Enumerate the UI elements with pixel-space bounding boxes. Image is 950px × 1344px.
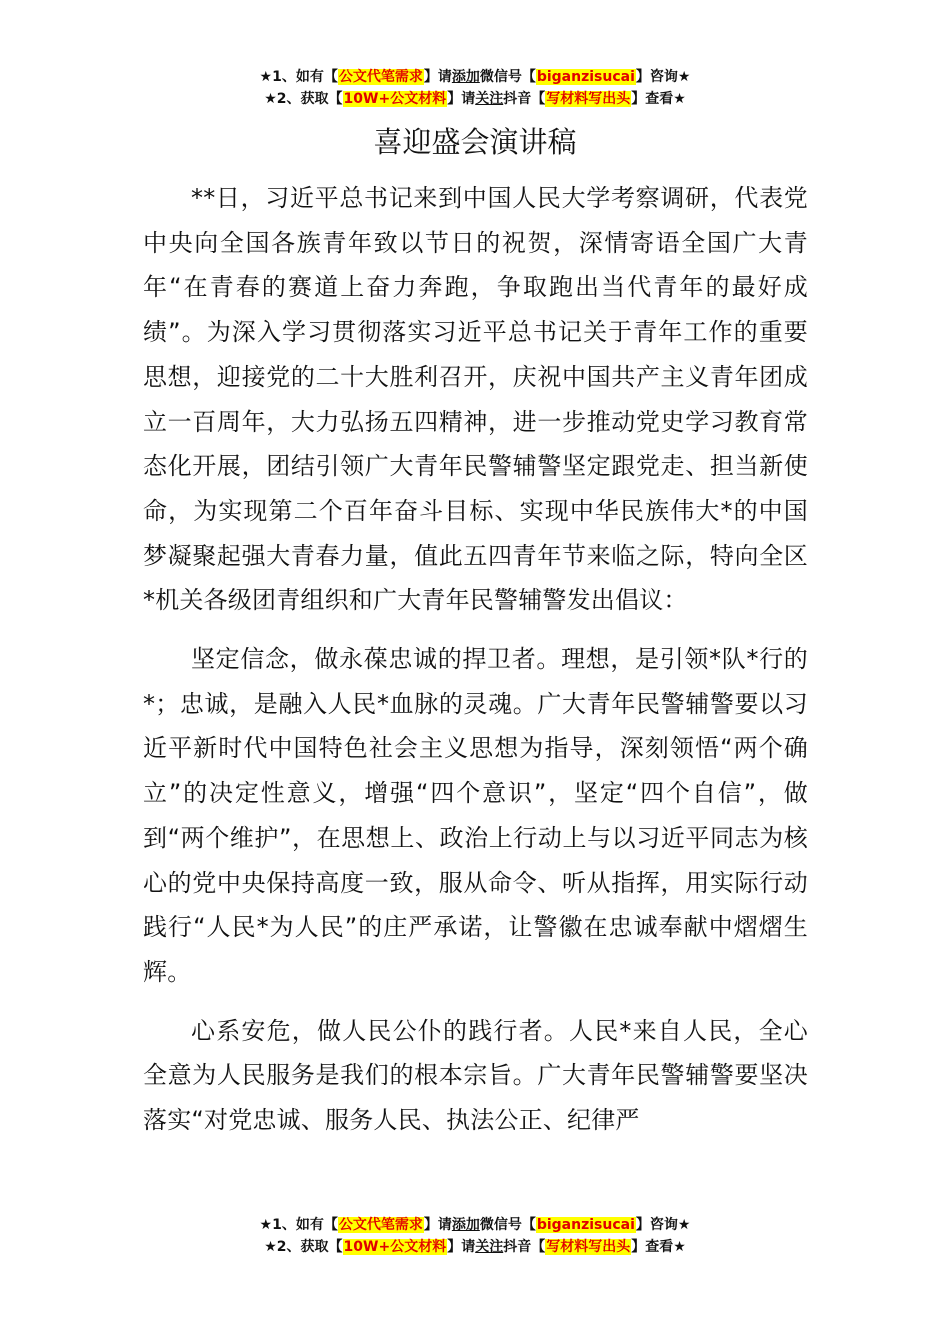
- promo-text: 】请: [423, 69, 452, 85]
- promo-wechat-id: biganzisucai: [536, 1217, 635, 1233]
- promo-text: 1、如有【: [272, 1217, 338, 1233]
- paragraph-intro: **日，习近平总书记来到中国人民大学考察调研，代表党中央向全国各族青年致以节日的祝贺，深情寄语全国广大青年“在青春的赛道上奋力奔跑，争取跑出当代青年的最好成绩”。为深入学习贯彻落实习近平总书记关于青年工作的重要思想，迎接党的二十大胜利召开，庆祝中国共产主义青年团成立一百周年，大力弘扬五四精神，进一步推动党史学习教育常态化开展，团结引领广大青年民警辅警坚定跟党走、担当新使命，为实现第二个百年奋斗目标、实现中华民族伟大*的中国梦凝聚起强大青春力量，值此五四青年节来临之际，特向全区*机关各级团青组织和广大青年民警辅警发出倡议：: [143, 184, 808, 615]
- promo-banner-bottom: [0, 1214, 950, 1258]
- promo-text: 微信号【: [479, 69, 536, 85]
- star-glyph: ★: [264, 91, 277, 107]
- promo-text: 抖音【: [503, 1239, 546, 1255]
- promo-text: 】咨询★: [635, 1217, 691, 1233]
- promo-line-1: [0, 66, 950, 88]
- promo-banner-top: [0, 66, 950, 110]
- promo-text: 】请: [447, 91, 476, 107]
- promo-text: 】请: [423, 1217, 452, 1233]
- promo-text: 】查看★: [631, 91, 686, 107]
- promo-text: 1、如有【: [272, 69, 338, 85]
- promo-highlight: 公文代笔需求: [338, 1217, 423, 1233]
- promo-text: 2、获取【: [276, 91, 343, 107]
- promo-underline: 关注: [475, 1239, 504, 1255]
- document-body: [143, 176, 808, 1157]
- promo-underline: 添加: [451, 69, 480, 85]
- promo-underline: 添加: [451, 1217, 480, 1233]
- promo-text: 】查看★: [631, 1239, 686, 1255]
- promo-line-2: [0, 88, 950, 110]
- star-glyph: ★: [259, 1217, 273, 1233]
- promo-text: 2、获取【: [276, 1239, 343, 1255]
- star-glyph: ★: [259, 69, 273, 85]
- promo-text: 抖音【: [503, 91, 546, 107]
- promo-line-1: [0, 1214, 950, 1236]
- promo-text: 】请: [447, 1239, 476, 1255]
- promo-underline: 关注: [475, 91, 504, 107]
- promo-douyin-id: 写材料写出头: [546, 1239, 631, 1255]
- promo-text: 微信号【: [479, 1217, 536, 1233]
- star-glyph: ★: [264, 1239, 277, 1255]
- promo-wechat-id: biganzisucai: [536, 69, 635, 85]
- promo-douyin-id: 写材料写出头: [546, 91, 631, 107]
- promo-highlight: 公文代笔需求: [338, 69, 423, 85]
- promo-line-2: [0, 1236, 950, 1258]
- promo-highlight: 10W+公文材料: [343, 91, 447, 107]
- promo-highlight: 10W+公文材料: [343, 1239, 447, 1255]
- paragraph-loyalty: 坚定信念，做永葆忠诚的捍卫者。理想，是引领*队*行的*；忠诚，是融入人民*血脉的灵魂。广大青年民警辅警要以习近平新时代中国特色社会主义思想为指导，深刻领悟“两个确立”的决定性意义，增强“四个意识”，坚定“四个自信”，做到“两个维护”，在思想上、政治上行动上与以习近平同志为核心的党中央保持高度一致，服从命令、听从指挥，用实际行动践行“人民*为人民”的庄严承诺，让警徽在忠诚奉献中熠熠生辉。: [143, 645, 808, 986]
- paragraph-service: 心系安危，做人民公仆的践行者。人民*来自人民，全心全意为人民服务是我们的根本宗旨。广大青年民警辅警要坚决落实“对党忠诚、服务人民、执法公正、纪律严: [143, 1016, 808, 1135]
- promo-text: 】咨询★: [635, 69, 691, 85]
- document-title: 喜迎盛会演讲稿: [373, 125, 577, 159]
